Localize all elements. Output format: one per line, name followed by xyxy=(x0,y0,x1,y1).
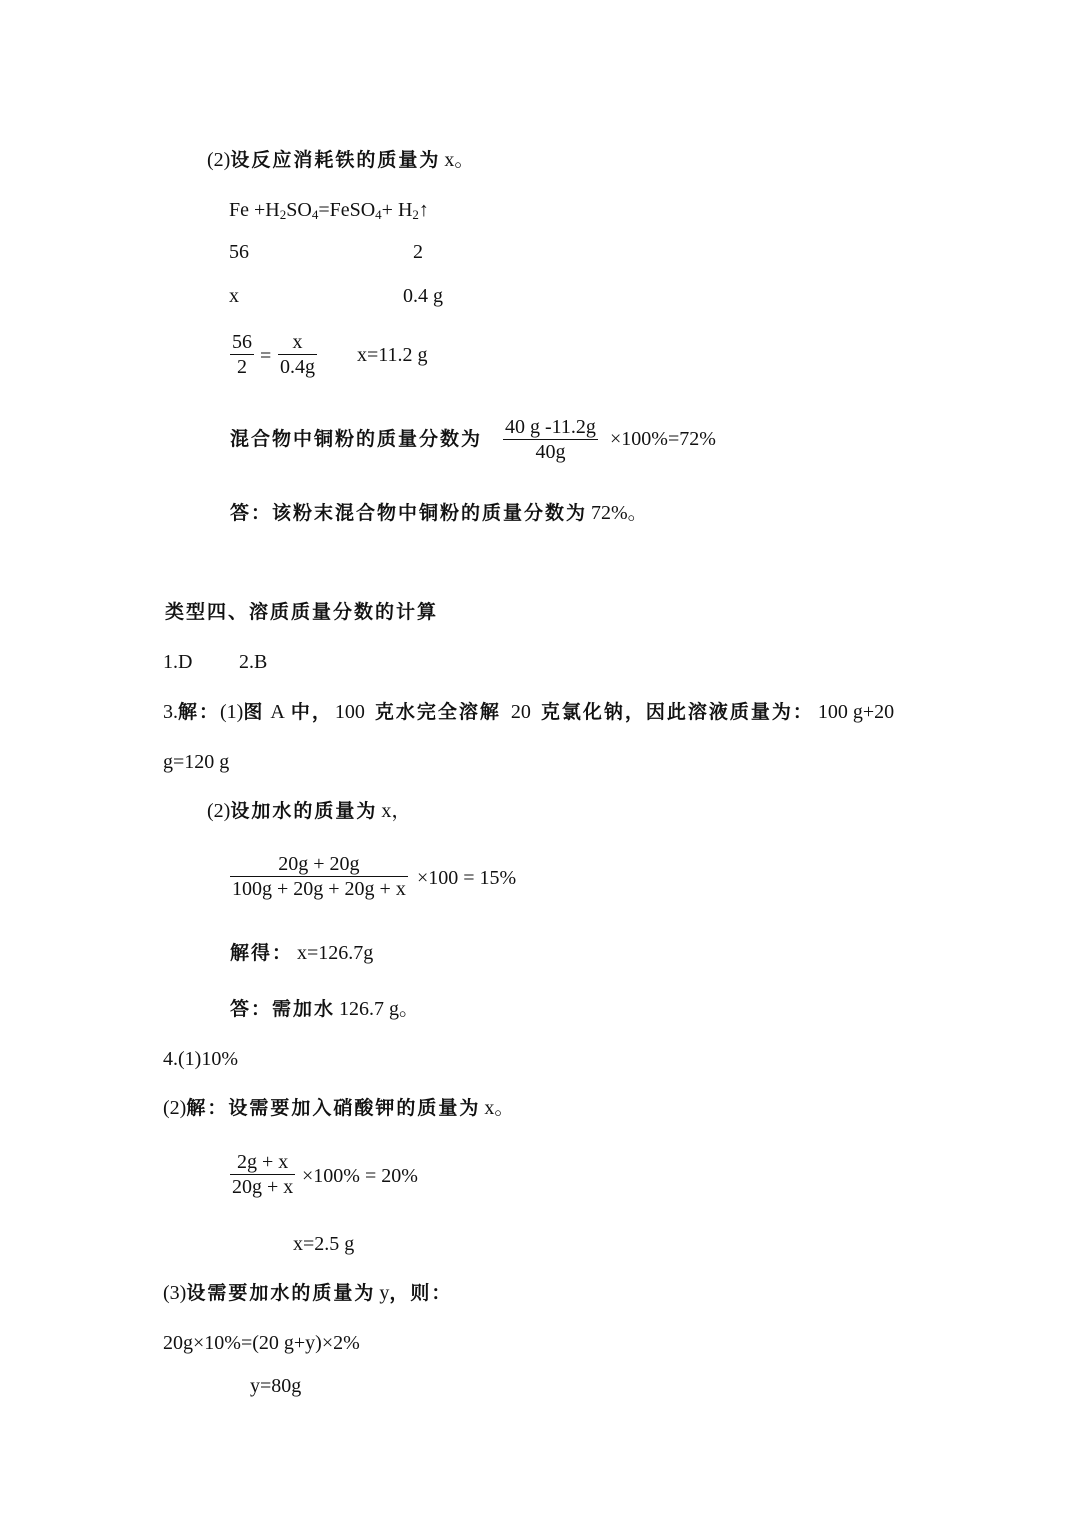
q3-in: 中， xyxy=(290,701,333,723)
eq-rhs2: + H xyxy=(381,199,413,221)
section-heading: 类型四、溶质质量分数的计算 xyxy=(165,601,439,623)
q3-num: 3. xyxy=(163,701,178,723)
eq-rhs1: =FeSO xyxy=(318,199,376,221)
eq-lhs2: SO xyxy=(286,199,312,221)
q4-equation3: 20g×10%=(20 g+y)×2% xyxy=(163,1332,360,1354)
q3-equation-tail: ×100 = 15% xyxy=(417,867,517,889)
q3-solve-value: x=126.7g xyxy=(297,942,374,964)
q4-part3-label: 设需要加水的质量为 xyxy=(186,1282,376,1304)
q3-solve: 解： xyxy=(178,701,221,723)
q3-dissolve: 克水完全溶解 xyxy=(374,701,501,723)
q3-answer-line xyxy=(230,997,419,1021)
q3-part1: (1) xyxy=(220,701,244,723)
proportion-right-fraction xyxy=(278,330,317,379)
q4-part3-intro xyxy=(163,1281,452,1305)
q3-answer-value: 126.7 g。 xyxy=(339,998,420,1020)
q3-solve-label: 解得： xyxy=(230,942,294,964)
q3-fig-letter: A xyxy=(270,701,285,723)
q4-part2-solve: 解： xyxy=(186,1097,229,1119)
q4-result: x=2.5 g xyxy=(293,1233,355,1255)
q4-part1: 4.(1)10% xyxy=(163,1048,238,1070)
fraction-numerator: 40 g -11.2g xyxy=(505,416,596,438)
q4-part3-then: ，则： xyxy=(389,1282,453,1304)
q3-part2-intro xyxy=(207,799,411,823)
q4-part2-label: 设需要加入硝酸钾的质量为 xyxy=(228,1097,481,1119)
q3-20: 20 xyxy=(510,701,531,723)
fraction-denominator: 100g + 20g + 20g + x xyxy=(232,878,406,901)
part2-intro xyxy=(207,148,474,172)
proportion-left-fraction xyxy=(230,330,254,379)
ratio-right-1: 2 xyxy=(413,241,423,263)
q4-equation-tail: ×100% = 20% xyxy=(302,1165,418,1187)
part2-answer-label: 答：该粉末混合物中铜粉的质量分数为 xyxy=(230,502,588,524)
q1-answer: 1.D xyxy=(163,651,193,673)
ratio-right-2: 0.4 g xyxy=(403,285,443,307)
copper-fraction xyxy=(503,415,598,464)
fraction-denominator: 20g + x xyxy=(232,1176,294,1199)
fraction-numerator: 56 xyxy=(232,331,252,353)
q4-result3: y=80g xyxy=(250,1375,302,1397)
part2-answer-value: 72%。 xyxy=(591,502,648,524)
q3-line1 xyxy=(163,700,894,724)
q4-part3-var: y xyxy=(379,1282,390,1304)
q2-answer: 2.B xyxy=(239,651,268,673)
ratio-left-2: x xyxy=(229,285,239,307)
q3-part2-var: x， xyxy=(381,800,412,822)
part2-intro-var: x。 xyxy=(444,149,475,171)
q3-nacl: 克氯化钠，因此溶液质量为： xyxy=(540,701,814,723)
q3-mass: 100 g+20 xyxy=(817,701,895,723)
q3-fig: 图 xyxy=(243,701,265,723)
eq-sub4: 2 xyxy=(412,207,419,222)
up-arrow-icon: ↑ xyxy=(418,199,429,221)
fraction-denominator: 0.4g xyxy=(280,356,315,379)
proportion-equals: = xyxy=(260,345,272,367)
copper-fraction-tail: ×100%=72% xyxy=(610,428,716,450)
eq-lhs1: Fe +H xyxy=(229,199,280,221)
q4-part2-var: x。 xyxy=(484,1097,515,1119)
q4-equation-fraction xyxy=(230,1150,295,1199)
fraction-denominator: 2 xyxy=(237,356,247,379)
ratio-left-1: 56 xyxy=(229,241,249,263)
part2-intro-label: 设反应消耗铁的质量为 xyxy=(230,149,441,171)
q3-line2: g=120 g xyxy=(163,751,230,773)
proportion-result: x=11.2 g xyxy=(357,344,428,366)
eq-sub3: 4 xyxy=(375,207,382,222)
q3-solve-line xyxy=(230,941,373,965)
q4-part3-num: (3) xyxy=(163,1282,187,1304)
q3-part2-num: (2) xyxy=(207,800,231,822)
fraction-numerator: x xyxy=(292,331,303,353)
fraction-numerator: 2g + x xyxy=(237,1151,289,1173)
part2-intro-prefix: (2) xyxy=(207,149,231,171)
q4-part2-num: (2) xyxy=(163,1097,187,1119)
q3-answer-label: 答：需加水 xyxy=(230,998,336,1020)
fraction-denominator: 40g xyxy=(535,441,566,464)
fraction-numerator: 20g + 20g xyxy=(278,853,360,875)
part2-answer xyxy=(230,501,648,525)
q3-equation-fraction xyxy=(230,852,408,901)
eq-sub1: 2 xyxy=(279,207,287,222)
copper-fraction-label: 混合物中铜粉的质量分数为 xyxy=(230,428,483,450)
q3-100: 100 xyxy=(334,701,365,723)
chemical-equation xyxy=(229,198,429,222)
q4-part2-intro xyxy=(163,1096,514,1120)
eq-sub2: 4 xyxy=(311,207,319,222)
q3-part2-label: 设加水的质量为 xyxy=(230,800,378,822)
